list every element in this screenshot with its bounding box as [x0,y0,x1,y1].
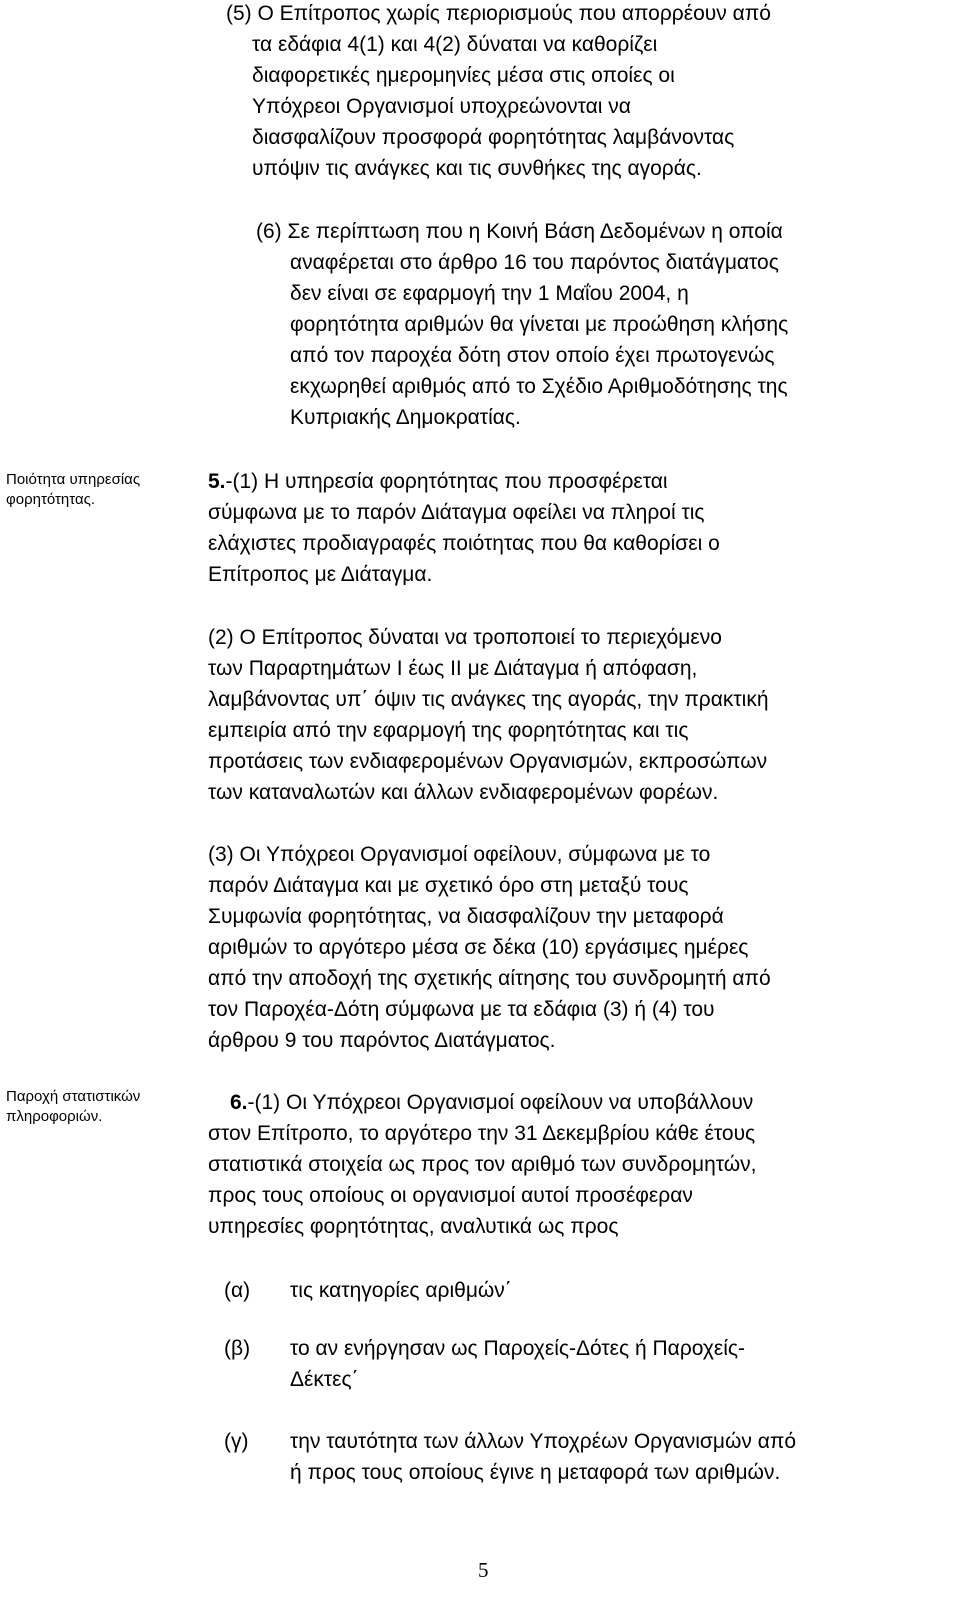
text-line: των Παραρτημάτων Ι έως ΙΙ με Διάταγμα ή απόφαση, [208,657,698,680]
paragraph-4-6 [256,216,788,433]
section-number: 5. [208,470,226,493]
page-number: 5 [478,1558,489,1582]
section-6-paragraph-1 [208,1087,757,1242]
text-line: στατιστικά στοιχεία ως προς τον αριθμό των συνδρομητών, [208,1153,757,1176]
margin-note-line: Παροχή στατιστικών [6,1088,141,1105]
text-line [208,466,720,497]
text-line: εμπειρία από την εφαρμογή της φορητότητας και τις [208,719,689,742]
section-5-paragraph-3 [208,839,771,1056]
text-line: Υπόχρεοι Οργανισμοί υποχρεώνονται να [252,95,631,118]
margin-note-line: Ποιότητα υπηρεσίας [6,471,141,488]
text-line: διαφορετικές ημερομηνίες μέσα στις οποίες οι [252,64,675,87]
text-line: ή προς τους οποίους έγινε η μεταφορά των αριθμών. [290,1461,781,1484]
text-line: λαμβάνοντας υπ΄ όψιν τις ανάγκες της αγοράς, την πρακτική [208,688,769,711]
text-line: διασφαλίζουν προσφορά φορητότητας λαμβάνοντας [252,126,735,149]
list-item-label: (β) [224,1337,251,1360]
text-line: (5) Ο Επίτροπος χωρίς περιορισμούς που απορρέουν από [226,2,771,25]
list-item-text [290,1426,796,1488]
section-first-line: -(1) Οι Υπόχρεοι Οργανισμοί οφείλουν να υποβάλλουν [247,1091,754,1114]
text-line: σύμφωνα με το παρόν Διάταγμα οφείλει να πληροί τις [208,501,705,524]
text-line: Κυπριακής Δημοκρατίας. [290,406,521,429]
section-number: 6. [230,1091,248,1114]
text-line: υπηρεσίες φορητότητας, αναλυτικά ως προς [208,1215,619,1238]
text-line: (6) Σε περίπτωση που η Κοινή Βάση Δεδομένων η οποία [256,220,783,243]
text-line: τα εδάφια 4(1) και 4(2) δύναται να καθορίζει [252,33,658,56]
text-line: Επίτροπος με Διάταγμα. [208,563,433,586]
list-item-label: (γ) [224,1430,249,1453]
text-line: στον Επίτροπο, το αργότερο την 31 Δεκεμβρίου κάθε έτους [208,1122,756,1145]
text-line: (3) Οι Υπόχρεοι Οργανισμοί οφείλουν, σύμφωνα με το [208,843,711,866]
text-line: τον Παροχέα-Δότη σύμφωνα με τα εδάφια (3) ή (4) του [208,998,715,1021]
text-line: υπόψιν τις ανάγκες και τις συνθήκες της αγοράς. [252,157,702,180]
margin-note-portability-quality [6,470,196,510]
text-line: δεν είναι σε εφαρμογή την 1 Μαΐου 2004, η [290,282,689,305]
text-line: ελάχιστες προδιαγραφές ποιότητας που θα καθορίσει ο [208,532,720,555]
section-5-paragraph-2 [208,622,769,808]
text-line: των καταναλωτών και άλλων ενδιαφερομένων φορέων. [208,781,719,804]
text-line: τις κατηγορίες αριθμών΄ [290,1279,512,1302]
text-line: παρόν Διάταγμα και με σχετικό όρο στη μεταξύ τους [208,874,689,897]
text-line: φορητότητα αριθμών θα γίνεται με προώθηση κλήσης [290,313,789,336]
text-line: το αν ενήργησαν ως Παροχείς-Δότες ή Παροχείς- [290,1337,746,1360]
margin-note-line: πληροφοριών. [6,1108,103,1125]
text-line: από τον παροχέα δότη στον οποίο έχει πρωτογενώς [290,344,775,367]
margin-note-statistics [6,1087,196,1127]
text-line: αριθμών το αργότερο μέσα σε δέκα (10) εργάσιμες ημέρες [208,936,749,959]
text-line [208,1087,757,1118]
text-line: (2) Ο Επίτροπος δύναται να τροποποιεί το περιεχόμενο [208,626,722,649]
text-line: αναφέρεται στο άρθρο 16 του παρόντος διατάγματος [290,251,779,274]
list-item-label: (α) [224,1279,251,1302]
list-item-text [290,1333,745,1395]
text-line: προς τους οποίους οι οργανισμοί αυτοί προσέφεραν [208,1184,693,1207]
text-line: Δέκτες΄ [290,1368,359,1391]
text-line: προτάσεις των ενδιαφερομένων Οργανισμών, εκπροσώπων [208,750,768,773]
text-line: εκχωρηθεί αριθμός από το Σχέδιο Αριθμοδότησης της [290,375,788,398]
list-item-text [290,1275,512,1306]
text-line: από την αποδοχή της σχετικής αίτησης του συνδρομητή από [208,967,771,990]
text-line: Συμφωνία φορητότητας, να διασφαλίζουν την μεταφορά [208,905,724,928]
text-line: άρθρου 9 του παρόντος Διατάγματος. [208,1029,556,1052]
section-first-line: -(1) Η υπηρεσία φορητότητας που προσφέρεται [225,470,668,493]
paragraph-4-5 [226,0,771,184]
margin-note-line: φορητότητας. [6,491,96,508]
text-line: την ταυτότητα των άλλων Υποχρέων Οργανισμών από [290,1430,797,1453]
section-5-paragraph-1 [208,466,720,590]
